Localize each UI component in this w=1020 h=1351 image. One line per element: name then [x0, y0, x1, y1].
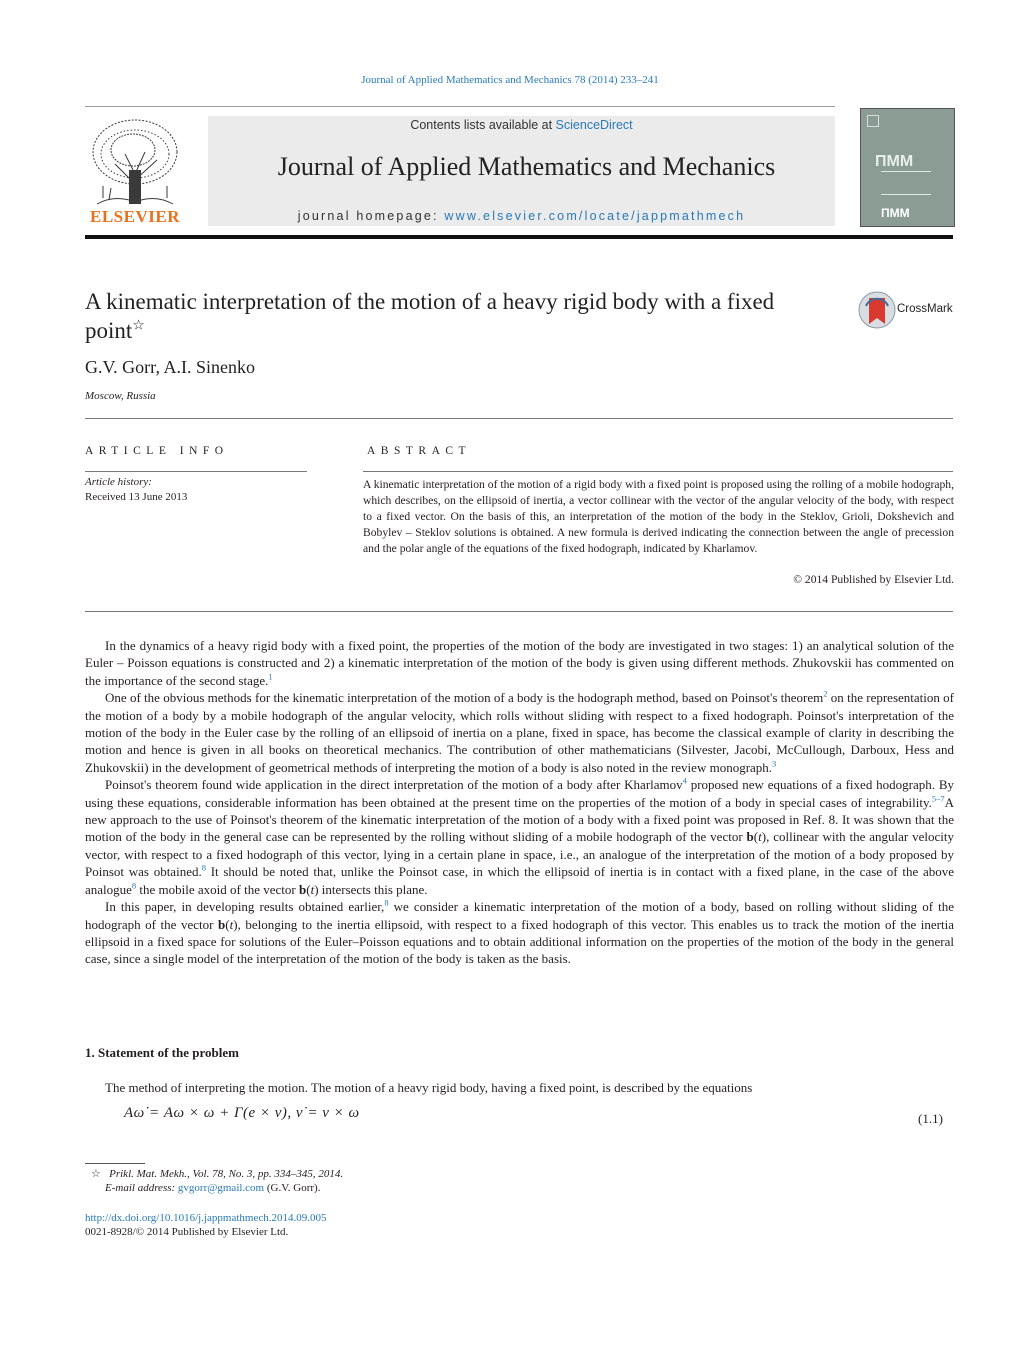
homepage-prefix: journal homepage:	[297, 209, 445, 223]
abstract-text: A kinematic interpretation of the motion of a rigid body with a fixed point is proposed using the rolling of a mobile hodograph, which describes, on the ellipsoid of inertia, a vector collinear with the vector of the angular velocity of the body, with respect to a fixed vector. On the basis of this, an interpretation of the motion of the body in the Steklov, Grioli, Dokshevich and Bobylev – Steklov solutions is obtained. A new formula is derived indicating the connection between the angle of precession and the polar angle of the equations of the fixed hodograph, indicated by Kharlamov.	[363, 478, 954, 555]
elsevier-wordmark: ELSEVIER	[90, 207, 180, 226]
equation-number: (1.1)	[918, 1111, 943, 1126]
contents-prefix: Contents lists available at	[410, 118, 556, 132]
contents-availability	[208, 118, 835, 132]
footnote-rule	[85, 1163, 145, 1164]
article-title-text: A kinematic interpretation of the motion of a heavy rigid body with a fixed point	[85, 289, 775, 343]
abstract-rule	[363, 471, 953, 472]
footnote-translation-source	[91, 1167, 343, 1180]
abstract-heading: ABSTRACT	[367, 445, 472, 457]
divider	[85, 611, 953, 612]
section-intro-text: The method of interpreting the motion. The motion of a heavy rigid body, having a fixed point, is described by the equations	[105, 1080, 753, 1095]
header-thick-rule	[85, 235, 953, 239]
p4-text: we consider a kinematic interpretation of the motion of a body, based on rolling without sliding of the hodograph of the vector	[85, 899, 954, 932]
footnote-text: Prikl. Mat. Mekh., Vol. 78, No. 3, pp. 334–345, 2014.	[109, 1168, 344, 1180]
header-divider	[85, 106, 835, 107]
citation-ref[interactable]: 8	[384, 897, 389, 908]
equation-1-1	[124, 1105, 360, 1122]
p1-text: In the dynamics of a heavy rigid body with a fixed point, the properties of the motion of the body are investigated in two stages: 1) an analytical solution of the Euler – Poisson equations is constructed and 2) a kinematic interpretation of the motion of the body is given using different methods. Zhukovskii has commented on the importance of the second stage.	[85, 638, 954, 688]
p3-text: proposed new equations of a fixed hodograph. By using these equations, considerable information has been obtained at the present time on the properties of the motion of a body in special cases of integrability.	[85, 777, 954, 810]
email-link[interactable]: gvgorr@gmail.com	[177, 1182, 265, 1194]
section-heading: 1. Statement of the problem	[85, 1045, 239, 1060]
p3-text: (	[753, 829, 759, 845]
p3-text: Poinsot's theorem found wide application in the direct interpretation of the motion of a body after Kharlamov	[105, 777, 683, 793]
divider	[85, 418, 953, 419]
p4-text: ), belonging to the inertia ellipsoid, with respect to a fixed hodograph of this vector. This enables us to track the motion of the inertia ellipsoid in a fixed space for solutions of the Euler–Poisson equations and to obtain additional information on the properties of the motion of the body in the general case, since a single model of the interpretation of the motion of the body is taken as the basis.	[85, 916, 954, 967]
article-title	[85, 287, 785, 345]
crossmark-label[interactable]: CrossMark	[897, 303, 953, 315]
p3-text: ), collinear with the angular velocity vector, with respect to a fixed hodograph of this vector, lying in a certain plane in space, i.e., an analogue of the interpretation of the motion of a body proposed by Poinsot was obtained.	[85, 829, 955, 880]
p4-text: In this paper, in developing results obtained earlier,	[105, 899, 385, 915]
article-info-rule	[85, 471, 307, 472]
journal-title: Journal of Applied Mathematics and Mechanics	[277, 152, 776, 181]
variable-t: t	[229, 916, 234, 932]
p3-text: the mobile axoid of the vector	[136, 881, 299, 897]
article-info-heading: ARTICLE INFO	[85, 445, 229, 457]
variable-t: t	[758, 829, 762, 845]
citation-ref[interactable]: 5–7	[931, 793, 945, 804]
cover-label-top: ПММ	[875, 153, 914, 170]
paragraph-3	[85, 776, 954, 898]
footnote-marker: ☆	[91, 1168, 101, 1180]
citation-ref[interactable]: 4	[682, 775, 687, 786]
journal-citation-link[interactable]: Journal of Applied Mathematics and Mechanics 78 (2014) 233–241	[361, 74, 659, 86]
body-text	[85, 637, 954, 968]
issn-copyright: 0021-8928/© 2014 Published by Elsevier Ltd.	[85, 1226, 289, 1238]
citation-ref[interactable]: 8	[131, 880, 137, 891]
authors: G.V. Gorr, A.I. Sinenko	[85, 357, 255, 377]
p3-text: A new approach to the use of Poinsot's theorem of the kinematic interpretation of the motion of a body with a fixed point was proposed in Ref. 8. It was shown that the motion of the body in the general case can be represented by the rolling without sliding of a mobile hodograph of the vector	[85, 794, 954, 845]
p3-text: It should be noted that, unlike the Poinsot case, in which the ellipsoid of inertia is in contact with a fixed plane, in the case of the above analogue	[85, 864, 955, 897]
sciencedirect-link[interactable]: ScienceDirect	[555, 118, 633, 132]
p2-text: One of the obvious methods for the kinematic interpretation of the motion of a body is the hodograph method, based on Poinsot's theorem	[105, 690, 824, 706]
citation-ref[interactable]: 1	[268, 671, 273, 682]
citation-ref[interactable]: 8	[201, 862, 206, 873]
p2-text: on the representation of the motion of a body by a mobile hodograph of the angular velocity, which rolls without sliding with respect to a fixed hodograph. Poinsot's interpretation of the motion of the body in the Euler case by the rolling of an ellipsoid of inertia on a plane, fixed in space, has become the classical example of clarity in describing the motion and hence is given in all books on theoretical mechanics. The contribution of other mathematicians (Silvester, Jacobi, McCullough, Darboux, Hess and Zhukovskii) in the development of geometrical methods of interpreting the motion of a body is also noted in the review monograph.	[85, 690, 954, 775]
journal-homepage	[208, 209, 835, 223]
cover-label-bottom: ПММ	[881, 206, 910, 220]
vector-b: b	[217, 916, 226, 932]
paragraph-1	[85, 637, 954, 689]
journal-cover-thumbnail[interactable]	[860, 108, 955, 227]
p3-text: (	[306, 881, 311, 897]
citation-ref[interactable]: 2	[823, 688, 828, 699]
email-label: E-mail address:	[105, 1182, 178, 1194]
equation-body: Aω̇ = Aω × ω + Γ(e × ν), ν̇ = ν × ω	[124, 1105, 360, 1121]
footnote-email	[105, 1182, 320, 1194]
vector-b: b	[746, 829, 754, 845]
homepage-link[interactable]: www.elsevier.com/locate/jappmathmech	[444, 209, 746, 223]
title-footnote-marker[interactable]: ☆	[132, 318, 145, 334]
vector-b: b	[298, 881, 307, 897]
paragraph-4	[85, 898, 954, 968]
paragraph-2	[85, 689, 954, 776]
p3-text: ) intersects this plane.	[314, 881, 428, 897]
citation-ref[interactable]: 3	[772, 758, 777, 769]
cover-lines-icon	[881, 171, 931, 195]
article-history-label: Article history:	[85, 476, 152, 488]
p4-text: (	[225, 916, 230, 932]
affiliation: Moscow, Russia	[85, 390, 156, 402]
abstract-copyright: © 2014 Published by Elsevier Ltd.	[793, 573, 954, 586]
email-owner: (G.V. Gorr).	[264, 1182, 321, 1194]
received-date: Received 13 June 2013	[85, 491, 188, 503]
variable-t: t	[310, 881, 315, 897]
cover-emblem-icon	[867, 115, 879, 127]
doi-link[interactable]: http://dx.doi.org/10.1016/j.jappmathmech.2014.09.005	[85, 1212, 327, 1224]
